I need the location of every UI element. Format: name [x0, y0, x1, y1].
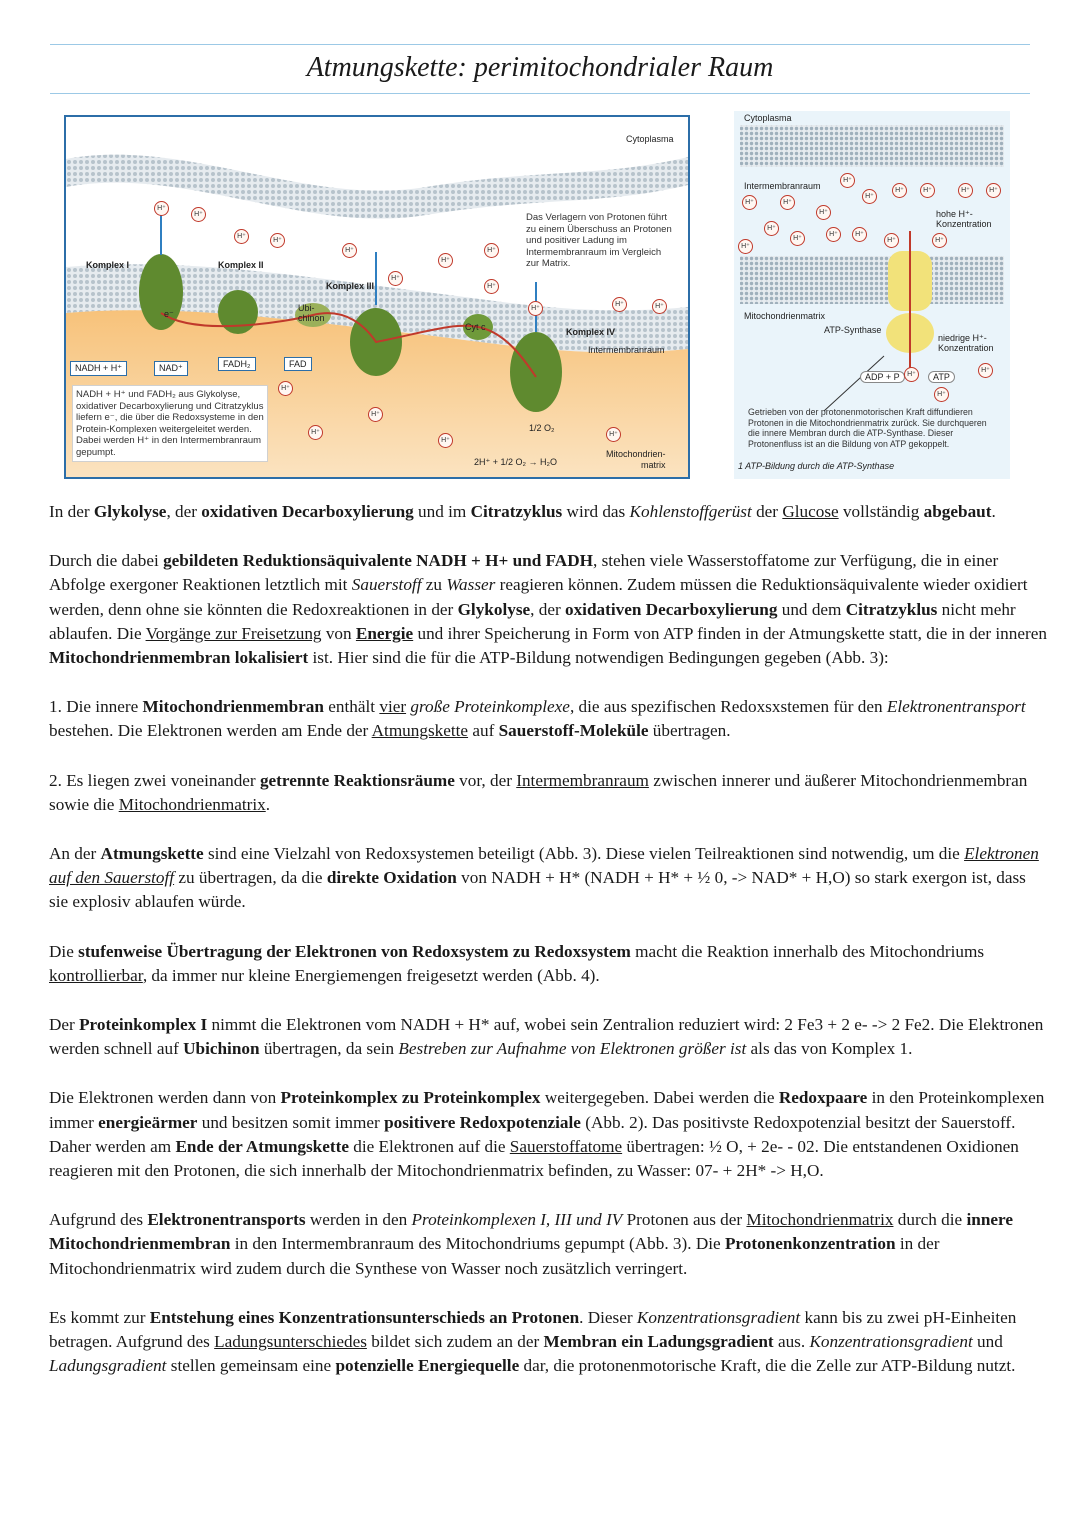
h-ion-icon: H⁺ [840, 173, 855, 188]
water-reaction-label: 2H⁺ + 1/2 O₂ → H₂O [474, 457, 558, 467]
h-ion-icon: H⁺ [904, 367, 919, 382]
complex-1-shape [139, 254, 183, 330]
atp-figure-title: 1 ATP-Bildung durch die ATP-Synthase [738, 461, 895, 471]
h-ion-icon: H⁺ [978, 363, 993, 378]
atp-caption: Getrieben von der protonenmotorischen Kraft diffundieren Protonen in die Mitochondrienmatrix zurück. Sie durchqueren die innere Membran durch die ATP-Synthase. Dieser Protonenfluss ist an die Bildung von ATP gekoppelt. [748, 407, 987, 449]
paragraph: Der Proteinkomplex I nimmt die Elektronen vom NADH + H* auf, wobei sein Zentralion reduziert wird: 2 Fe3 + 2 e- -> 2 Fe2. Die Elektronen werden schnell auf Ubichinon übertragen, da sein Bestreben zur Aufnahme von Elektronen größer ist als das von Komplex 1. [49, 1015, 1044, 1059]
complex-3-label: Komplex III [326, 281, 375, 291]
right-cytoplasma-label: Cytoplasma [744, 113, 792, 123]
right-matrix-label: Mitochondrienmatrix [744, 311, 826, 321]
h-ion-icon: H⁺ [484, 243, 499, 258]
respiratory-chain-figure [64, 115, 690, 479]
right-intermembranraum-label: Intermembranraum [744, 181, 821, 191]
ubichinon-label: Ubi- chinon [298, 303, 325, 323]
h-ion-icon: H⁺ [612, 297, 627, 312]
page-title: Atmungskette: perimitochondrialer Raum [306, 52, 774, 83]
h-ion-icon: H⁺ [920, 183, 935, 198]
complex-1-label: Komplex I [86, 260, 130, 270]
h-ion-icon: H⁺ [234, 229, 249, 244]
h-ion-icon: H⁺ [852, 227, 867, 242]
h-ion-icon: H⁺ [790, 231, 805, 246]
h-ion-icon: H⁺ [884, 233, 899, 248]
h-ion-icon: H⁺ [862, 189, 877, 204]
h-ion-icon: H⁺ [764, 221, 779, 236]
h-ion-icon: H⁺ [826, 227, 841, 242]
h-ion-icon: H⁺ [932, 233, 947, 248]
high-concentration-label: hohe H⁺- Konzentration [936, 209, 992, 229]
half-o2-label: 1/2 O₂ [529, 423, 555, 433]
paragraph: Durch die dabei gebildeten Reduktionsäquivalente NADH + H+ und FADH, stehen viele Wasserstoffatome zur Verfügung, die in einer Abfolge exergoner Reaktionen letztlich mit Sauerstoff zu Wasser reagieren können. Zudem müssen die Reduktionsäquivalente wieder oxidiert werden, denn ohne sie könnten die Redoxreaktionen in der Glykolyse, der oxidativen Decarboxylierung und dem Citratzyklus nicht mehr ablaufen. Die Vorgänge zur Freisetzung von Energie und ihrer Speicherung in Form von ATP finden in der Atmungskette statt, die in der inneren Mitochondrienmembran lokalisiert ist. Hier sind die für die ATP-Bildung notwendigen Bedingungen gegeben (Abb. 3): [49, 551, 1047, 668]
paragraph: Die Elektronen werden dann von Proteinkomplex zu Proteinkomplex weitergegeben. Dabei werden die Redoxpaare in den Proteinkomplexen immer energieärmer und besitzen somit immer positivere Redoxpotenziale (Abb. 2). Das positivste Redoxpotenzial besitzt der Sauerstoff. Daher werden am Ende der Atmungskette die Elektronen auf die Sauerstoffatome übertragen: ½ O, + 2e- - 02. Die entstandenen Oxidionen reagieren mit den Protonen, die sich innerhalb der Mitochondrienmatrix befinden, zu Wasser: 07- + 2H* -> H,O. [49, 1088, 1045, 1181]
top-rule [50, 44, 1030, 45]
h-ion-icon: H⁺ [892, 183, 907, 198]
paragraph: Es kommt zur Entstehung eines Konzentrationsunterschieds an Protonen. Dieser Konzentrationsgradient kann bis zu zwei pH-Einheiten betragen. Aufgrund des Ladungsunterschiedes bildet sich zudem an der Membran ein Ladungsgradient aus. Konzentrationsgradient und Ladungsgradient stellen gemeinsam eine potenzielle Energiequelle dar, die protonenmotorische Kraft, die die Zelle zur ATP-Bildung nutzt. [49, 1307, 1017, 1376]
h-ion-icon: H⁺ [934, 387, 949, 402]
proton-note: Das Verlagern von Protonen führt zu einem Überschuss an Protonen und positiver Ladung im Intermembranraum im Vergleich zur Matrix. [526, 212, 676, 270]
atp-label: ATP [928, 371, 955, 383]
low-concentration-label: niedrige H⁺- Konzentration [938, 333, 994, 353]
h-ion-icon: H⁺ [780, 195, 795, 210]
h-ion-icon: H⁺ [368, 407, 383, 422]
h-ion-icon: H⁺ [816, 205, 831, 220]
h-ion-icon: H⁺ [652, 299, 667, 314]
h-ion-icon: H⁺ [958, 183, 973, 198]
cytoplasma-label: Cytoplasma [626, 134, 674, 144]
cyt-c-label: Cyt c [465, 322, 486, 332]
complex-4-shape [510, 332, 562, 412]
complex-2-label: Komplex II [218, 260, 264, 270]
h-ion-icon: H⁺ [154, 201, 169, 216]
title-rule [50, 93, 1030, 94]
paragraph: Aufgrund des Elektronentransports werden in den Proteinkomplexen I, III und IV Protonen aus der Mitochondrienmatrix durch die innere Mitochondrienmembran in den Intermembranraum des Mitochondriums gepumpt (Abb. 3). Die Protonenkonzentration in der Mitochondrienmatrix wird zudem durch die Synthese von Wasser noch zusätzlich verringert. [49, 1210, 1013, 1278]
fadh2-label: FADH₂ [218, 357, 256, 371]
paragraph: In der Glykolyse, der oxidativen Decarboxylierung und im Citratzyklus wird das Kohlenstoffgerüst der Glucose vollständig abgebaut. [49, 502, 996, 521]
complex-2-shape [218, 290, 258, 334]
h-ion-icon: H⁺ [986, 183, 1001, 198]
paragraph: An der Atmungskette sind eine Vielzahl von Redoxsystemen beteiligt (Abb. 3). Diese vielen Teilreaktionen sind notwendig, um die Elektronen auf den Sauerstoff zu übertragen, da die direkte Oxidation von NADH + H* (NADH + H* + ½ 0, -> NAD* + H,O) so stark exergon ist, dass sie explosiv ablaufen würde. [49, 844, 1039, 912]
h-ion-icon: H⁺ [438, 253, 453, 268]
body-text [49, 500, 1049, 1403]
h-ion-icon: H⁺ [484, 279, 499, 294]
h-ion-icon: H⁺ [528, 301, 543, 316]
atp-synthase-label: ATP-Synthase [824, 325, 882, 335]
h-ion-icon: H⁺ [738, 239, 753, 254]
h-ion-icon: H⁺ [308, 425, 323, 440]
adp-label: ADP + P [860, 371, 905, 383]
h-ion-icon: H⁺ [438, 433, 453, 448]
fad-label: FAD [284, 357, 312, 371]
h-ion-icon: H⁺ [342, 243, 357, 258]
h-ion-icon: H⁺ [742, 195, 757, 210]
nadh-note: NADH + H⁺ und FADH₂ aus Glykolyse, oxidativer Decarboxylierung und Citratzyklus liefern e⁻, die über die Redoxsysteme in den Protein-Komplexen weitergeleitet werden. Dabei werden H⁺ in den Intermembranraum gepumpt. [72, 385, 268, 462]
h-ion-icon: H⁺ [270, 233, 285, 248]
paragraph: Die stufenweise Übertragung der Elektronen von Redoxsystem zu Redoxsystem macht die Reaktion innerhalb des Mitochondriums kontrollierbar, da immer nur kleine Energiemengen freigesetzt werden (Abb. 4). [49, 941, 985, 985]
h-ion-icon: H⁺ [278, 381, 293, 396]
intermembranraum-label: Intermembranraum [588, 345, 665, 355]
nadh-label: NADH + H⁺ [70, 361, 127, 376]
paragraph: 1. Die innere Mitochondrienmembran enthält vier große Proteinkomplexe, die aus spezifischen Redoxsxstemen für den Elektronentransport bestehen. Die Elektronen werden am Ende der Atmungskette auf Sauerstoff-Moleküle übertragen. [49, 697, 1026, 741]
paragraph: 2. Es liegen zwei voneinander getrennte Reaktionsräume vor, der Intermembranraum zwischen innerer und äußerer Mitochondrienmembran sowie die Mitochondrienmatrix. [49, 770, 1028, 814]
h-ion-icon: H⁺ [388, 271, 403, 286]
complex-4-label: Komplex IV [566, 327, 616, 337]
h-ion-icon: H⁺ [606, 427, 621, 442]
h-ion-icon: H⁺ [191, 207, 206, 222]
electron-label: e⁻ [164, 309, 174, 319]
nad-label: NAD⁺ [154, 361, 188, 376]
atp-synthase-figure [734, 111, 1010, 479]
matrix-label: Mitochondrien- matrix [606, 449, 666, 470]
